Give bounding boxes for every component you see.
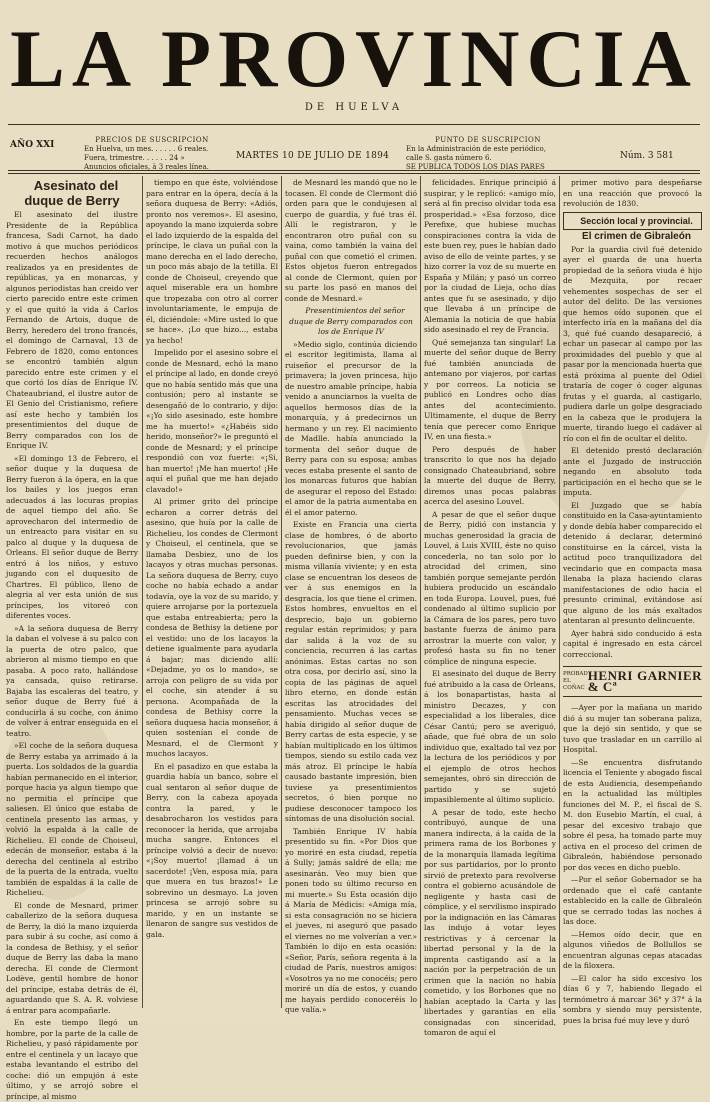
column-4 bbox=[424, 178, 556, 1037]
paragraph: primer motivo para despeñarse en una reacción que provocó la revolución de 1830. bbox=[563, 178, 702, 208]
paragraph: Qué semejanza tan singular! La muerte del señor duque de Berry fué también anunciada de antemano por viajeros, por cartas y por correos. La noticia se publicó en Londres ocho días antes del acontecimiento. Ultimamente, el duque de Berry tenía que perecer como Enrique IV, en una fiesta.» bbox=[424, 337, 556, 441]
masthead-rule-bottom-2 bbox=[8, 173, 700, 174]
paragraph: —El calor ha sido excesivo los días 6 y 7, habiendo llegado el termómetro á marcar 36° y 37° á la sombra y siendo muy persistente, pues la brisa fué muy leve y duró bbox=[563, 973, 702, 1025]
paragraph: «El domingo 13 de Febrero, el señor duque y la duquesa de Berry fueron á la ópera, en la que los bailes y los juegos eran adecuados á las locuras propias de aquel tiempo del año. Se aprovecharon del intermedio de un entreacto para visitar en su palco al duque y la duquesa de Orleans. El señor duque de Berry entró á los niños, y estuvo jugando con el duquesito de Chartres. El público, lleno de alegria al ver esta unión de sus príncipes, los vitoreó con diferentes voces. bbox=[6, 453, 138, 620]
newspaper-title: LA PROVINCIA bbox=[10, 13, 698, 104]
column-divider bbox=[281, 176, 282, 1008]
column-divider bbox=[559, 176, 560, 1008]
point-heading: PUNTO DE SUSCRIPCION bbox=[435, 136, 541, 144]
column-divider bbox=[420, 176, 421, 1008]
issue-number: Núm. 3 581 bbox=[620, 151, 674, 161]
paragraph: Ayer habrá sido conducido á esta capital é ingresado en esta cárcel correccional. bbox=[563, 628, 702, 659]
paragraph: Por la guardia civil fué detenido ayer el guarda de una huerta propiedad de la señora viuda é hijo de Mezquita, por recaer vehementes sospechas de ser el autor del delito. De las versiones que hemos oído suponen que el interfecto iría en la mañana del día 3, qué fué cuando desapareció, á echar un pasecar al campo por las proximidades del pueblo y que al pasar por la mencionada huerta que está próxima al puente del Odiel trataría de coger ó coger algunas frutas y el guarda, al castigarlo, pudiera darle un golpe desgraciado en la cabeza que le produjera la muerte, tirando luego el cadáver al río con el fin de ocultar el delito. bbox=[563, 244, 702, 443]
paragraph: Al primer grito del príncipe echaron a correr detrás del asesino, que huía por la calle de Richelieu, los condes de Clermont y Choiseul, el centinela, que se llamaba Desbiez, uno de los lacayos y otras muchas personas. La señora duquesa de Berry, cuyo coche no había echado a andar todavía, oye la voz de su marido, y quiere arrojarse por la portezuela que estaba entreabierta; pero la condesa de Bethisy la detiene por el vestido: uno de los lacayos la detiene igualmente para ayudarla á bajar; mas diciendo allí: «Dejadme, yo os lo mando», se arroja con peligro de su vida por el coche, sin atender á su persona. Acompañada de la condesa de Bethisy corre la señora duquesa hacia monseñor, á quien sostenían el conde de Mesnard, el de Clermont y muchos lacayos. bbox=[146, 497, 278, 758]
paragraph: Pero después de haber transcrito lo que nos ha dejado consignado Chateaubriand, sobre la muerte del duque de Berry, diremos unas pocas palabras acerca del asesino Louvel. bbox=[424, 444, 556, 506]
paragraph: A pesar de todo, este hecho contribuyó, aunque de una manera indirecta, á la caída de la primera rama de los Borbones y de la monarquía llamada legítima por sus partidarios, por lo pronto sirvió de pretexto para revolverse contra el gobierno acusándole de negligente y hasta casi de cómplice, y el servilismo inspirado por la indignación en las Cámaras las indujo á votar leyes restrictivas y á cercenar la libertad personal y la de la imprenta castigando así a la nación por la perpetración de un crimen que la nación no había cometido, y los Borbones que no habían aceptado la Carta y las libertades y garantías en ella consignadas con sinceridad, tomaron de aquí el bbox=[424, 807, 556, 1037]
article-subhead: Presentimientos del señor duque de Berry comparados con los de Enrique IV bbox=[289, 306, 413, 336]
paragraph: El asesinato del ilustre Presidente de la República francesa, Sadi Carnot, ha dado motivo á que muchos periódicos recuerden hechos análogos realizados ya en presidentes de repúblicas, ya en monarcas, y algunos periodistas han creido ver cierto parecido entre este crimen y el que quitó la vida á Carlos Fernando de Artois, duque de Berry, heredero del trono francés, el domingo de Carnaval, 13 de Febrero de 1820, como entonces se encontró también algun parecido entre este crimen y el que cortó los días de Enrique IV. Chateaubriand, el ilustre autor de El Genio del Cristianismo, refiere así este hecho y también los presentimientos del duque de Berry comparados con los de Enrique IV. bbox=[6, 210, 138, 450]
newspaper-subtitle: DE HUELVA bbox=[304, 102, 404, 113]
subscription-prices bbox=[62, 124, 242, 171]
paragraph: »A la señora duquesa de Berry la daban el volvese á su palco con la puerta de otro palco, que abrieron al mismo tiempo en que pasaba. A poco rato, hallándose ya cansada, quiso retirarse. Bajaba las escaleras del teatro, y señor duque de Berry fué á conducirla á su coche, con ánimo de volver á entrar enseguida en el teatro. bbox=[6, 623, 138, 738]
paragraph: Existe en Francia una cierta clase de hombres, ó de aborto revolucionarios, que jamás pueden definirse bien, y con la misma villanía viviente; y en esta clase se encuentran los deseos de ver á sus enemigos en la desgracia, los que tiene el crimen. Estos hombres, envueltos en el desprecio, bajo un gobierno regular están reprimidos; y para dar salida á la voz de su conciencia, recurren á las cartas anónimas. Estas cartas no son otra cosa, por decirlo así, sino la copia de las páginas de aquel libro eterno, en donde están escritas las atrocidades del pensamiento. Muchas veces se había dirigido al señor duque de Berry cartas de esta especie, y se habían multiplicado en los últimos tiempos, siendo su estilo cada vez más atroz. El príncipe le había causado bastante impresión, bien tuviese ya presentimientos secretos, ó bien porque no pudiese desconocer tampoco los síntomas de una disolución social. bbox=[285, 520, 417, 823]
column-divider bbox=[142, 176, 143, 1008]
paragraph: En este tiempo llegó un hombre, por la parte de la calle de Richelieu, y pasó rápidamente por entre el centinela y un lacayo que estaba levantando el estribo del coche: dió un empujón á este último, y se arrojó sobre el príncipe, al mismo bbox=[6, 1018, 138, 1101]
article-title: Asesinato del duque de Berry bbox=[24, 178, 120, 208]
paragraph: felicidades. Enrique principió á suspirar, y le replicó: «amigo mío, será al fin preciso olvidar toda esa prosperidad.» «Esa forzoso, dice Perefixe, que hubiese muchas conspiraciones contra la vida de este buen rey, pues le habían dado aviso de ello de veinte partes, y se hizo correr la voz de su muerte en España y Milán; y pasó un correo por la ciudad de Lieja, ocho días antes que fu se asesinado, y dijo que llevaba á un príncipe de Alemania la noticia de que había sido asesinado el rey de Francia. bbox=[424, 178, 556, 334]
paragraph: El asesinato del duque de Berry fué atribuido a la casa de Orleans, á los bonapartistas, hasta al ministro Decazes, y con especialidad a los liberales, dice César Cantú; pero se averiguó, añade, que fué obra de un solo individuo que, exaltado tal vez por la lectura de los periódicos y por el ejemplo de otros hechos semejantes, obró sin dirección de partido y se sujetó impasiblemente al último suplicio. bbox=[424, 669, 556, 804]
column-5 bbox=[563, 178, 702, 1025]
paragraph: En el pasadizo en que estaba la guardia había un banco, sobre el cual sentaron al señor duque de Berry, con la cabeza apoyada contra la pared, y le desabrocharon los vestidos para reconocer la herida, que arrojaba mucha sangre. Entonces el príncipe volvió a decir de nuevo: «¡Soy muerto! ¡llamad á un sacerdote! ¡Ven, esposa mía, para que muera en tus brazos!» Le sobrevino un desmayo. La joven princesa se arrojó sobre su marido, y en un instante se llenaron de sangre sus vestidos de gala. bbox=[146, 761, 278, 939]
point-line: calle S. gasta número 6. bbox=[406, 154, 492, 162]
paragraph: El Juzgado que se había constituido en la Casa-ayuntamiento y donde debía haber comparecido el detenido á declarar, determinó constituirse en la cárcel, vista la actitud poco tranquilizadora del vecindario que en compacta masa llenaba la plaza haciendo claras manifestaciones de odio hacia el presunto criminal, evitándose así que alguno de los más exaltados atentaran al presunto delincuente. bbox=[563, 500, 702, 625]
paragraph: El conde de Mesnard, primer caballerizo de la señora duquesa de Berry, la dió la mano izquierda para subir á su coche, así como á la condesa de Bethisy, y el señor duque de Berry las daba la mano derecha. El conde de Clermont Lodève, gentil hombre de honor del príncipe, estaba detrás de él, aguardando que S. A. R. volviese á entrar para acompañarle. bbox=[6, 900, 138, 1015]
prices-heading: PRECIOS DE SUSCRIPCION bbox=[95, 136, 209, 144]
advert-brand: HENRI GARNIER & Cª bbox=[587, 668, 702, 694]
price-line: Fuera, trimestre. . . . . . 24 » bbox=[84, 154, 185, 162]
paragraph: »El coche de la señora duquesa de Berry estaba ya arrimado á la puerta. Los soldados de la guardia habían permanecido en el interior, porque hacia ya algun tiempo que no permitia el príncipe que saliesen. El único que estaba de centinela presento las armas, y volvió la espalda á la calle de Richelieu. El conde de Choiseul, edecán de monseñor, estaba á la derecha del centinela al estribo de la puerta de la entrada, vuelto también de espaldas á la calle de Richelieu. bbox=[6, 741, 138, 897]
price-line: En Huelva, un mes. . . . . . 6 reales. bbox=[84, 145, 209, 153]
point-line: SE PUBLICA TODOS LOS DIAS PARES bbox=[406, 163, 545, 171]
point-line: En la Administración de este periódico, bbox=[406, 145, 546, 153]
paragraph: »Medio siglo, continúa diciendo el escritor legitimista, llama al ruiseñor el precursor de la primavera; la joven princesa, hijo de nuestro amable príncipe, había venido a anunciarnos la vuelta de aquellos hermosos días de la monarquía, y á predecirnos un hermano y un rey. El nacimiento de Madlle. había anunciado la tormenta del señor duque de Berry para con su esposa; ambas veces estaba presente el santo de los monarcas futuros que habían de asegurar el reposo del Estado: el amor de la patria aumentaba en él el amor paterno. bbox=[285, 339, 417, 517]
paragraph: tiempo en que éste, volviéndose para entrar en la ópera, decía á la señora duquesa de Berry: «Adiós, pronto nos veremos». El asesino, apoyando la mano izquierda sobre el lado izquierdo de la espalda del príncipe, le clava un puñal con la mano derecha en el lado derecho, un poco más abajo de la tetilla. El conde de Choiseul, creyendo que aquel miserable era un hombre que tropezaba con otro al correr involuntariamente, le empuja de él, diciéndole: «Mire usted lo que se hace». ¡Lo que hizo..., estaba ya hecho! bbox=[146, 178, 278, 345]
paragraph: —Por el señor Gobernador se ha ordenado que el café cantante establecido en la calle de Gibraleón que se cerrado todas las noches á las doce. bbox=[563, 875, 702, 926]
price-line: Anuncios oficiales, à 3 reales línea. bbox=[84, 163, 209, 171]
paragraph: —Se encuentra disfrutando licencia el Teniente y abogado fiscal de esta Audiencia, desempeñando en la actualidad las múltiples funciones del M. P., el fiscal de S. M. don Eusebio Martín, el cual, á pesar del excesivo trabajo que sobre él pesa, ha tomado parte muy activa en el proceso del crimen de Gibraleón, habiéndose personado por dos veces en dicho pueblo. bbox=[563, 757, 702, 872]
paragraph: —Hemos oído decir, que en algunos viñedos de Bollullos se encuentran algunas cepas atacadas de la filoxera. bbox=[563, 929, 702, 970]
paragraph: A pesar de que el señor duque de Berry, pidió con instancia y muchas generosidad la gracia de Louvel, á Luis XVIII, éste no quiso concederla, no tan solo por lo atrocidad del crimen, sino también porque semejante perdón hubiera producido un escándalo en toda Europa. Louvel, pues, fué condenado al último suplicio por la Cámara de los pares, pero tuvo bastante fuerza de ánimo para arrostrar la muerte con valor, y profesó hasta su fin no tener cómplice de ninguna especie. bbox=[424, 509, 556, 666]
issue-date: MARTES 10 DE JULIO DE 1894 bbox=[236, 151, 390, 161]
advert-garnier bbox=[563, 666, 702, 697]
column-1 bbox=[6, 178, 138, 1101]
issue-year: AÑO XXI bbox=[10, 140, 55, 150]
paragraph: de Mesnard les mandó que no le tocasen. El conde de Clermont dió orden para que le condujesen al cuerpo de guardia, y fué tras él. Allí le registraron, y le encontraron otro puñal con su vaina, como también la vaina del puñal con que cometió el crimen. Estos objetos fueron entregados al conde de Clermont, quien por su parte los pasó en manos del conde de Mesnard.» bbox=[285, 178, 417, 303]
column-2 bbox=[146, 178, 278, 1008]
section-heading-local: Sección local y provincial. bbox=[563, 212, 702, 231]
paragraph: También Enrique IV había presentido su fin. «Por Dios que yo moriré en esta ciudad, repetía á Sully; jamás saldré de ella; me asesinarán. Veo muy bien que ponen todo su último recurso en mi muerte.» Su Esta ocasión dijo á María de Médicis: «Amiga mía, si esta consagración no se hiciera el jueves, ni aseguró que pasado el viernes no me volverían a ver.» También lo dijo en esta ocasión: «Señor, París, señora regenta á la ciudad de París, nuestros amigos: «Vosotros ya no me conocéis; pero moriré un día de estos, y cuando me hayais perdido conoceréis lo que valía.» bbox=[285, 826, 417, 1014]
column-3 bbox=[285, 178, 417, 1014]
paragraph: El detenido prestó declaración ante el Juzgado de instrucción negando en absoluto toda participación en el hecho que se le imputa. bbox=[563, 446, 702, 497]
article-title-crime: El crimen de Gibraleón bbox=[582, 231, 691, 242]
paragraph: —Ayer por la mañana un marido dió á su mujer tan soberana paliza, que la dejó sin sentido, y que se tuvo que trasladar en un carrillo al Hospital. bbox=[563, 703, 702, 754]
subscription-point bbox=[398, 124, 578, 171]
paragraph: Impelido por el asesino sobre el conde de Mesnard, echó la mano el príncipe al lado, en donde creyó que no había sentido más que una contusión; pero al instante se desengañó de lo contrario, y dijo: «¡Yo sido asesinado, este hombre me ha muerto!» «¿Habéis sido herido, monseñor?» le preguntó el conde de Mesnard; y el príncipe respondió con voz fuerte: «¡Si, han muerto! ¡Me han muerto! ¡He aquí el puñal que me han dejado clavado!» bbox=[146, 348, 278, 494]
advert-small-text: PROBAD EL COÑAC bbox=[563, 671, 588, 691]
